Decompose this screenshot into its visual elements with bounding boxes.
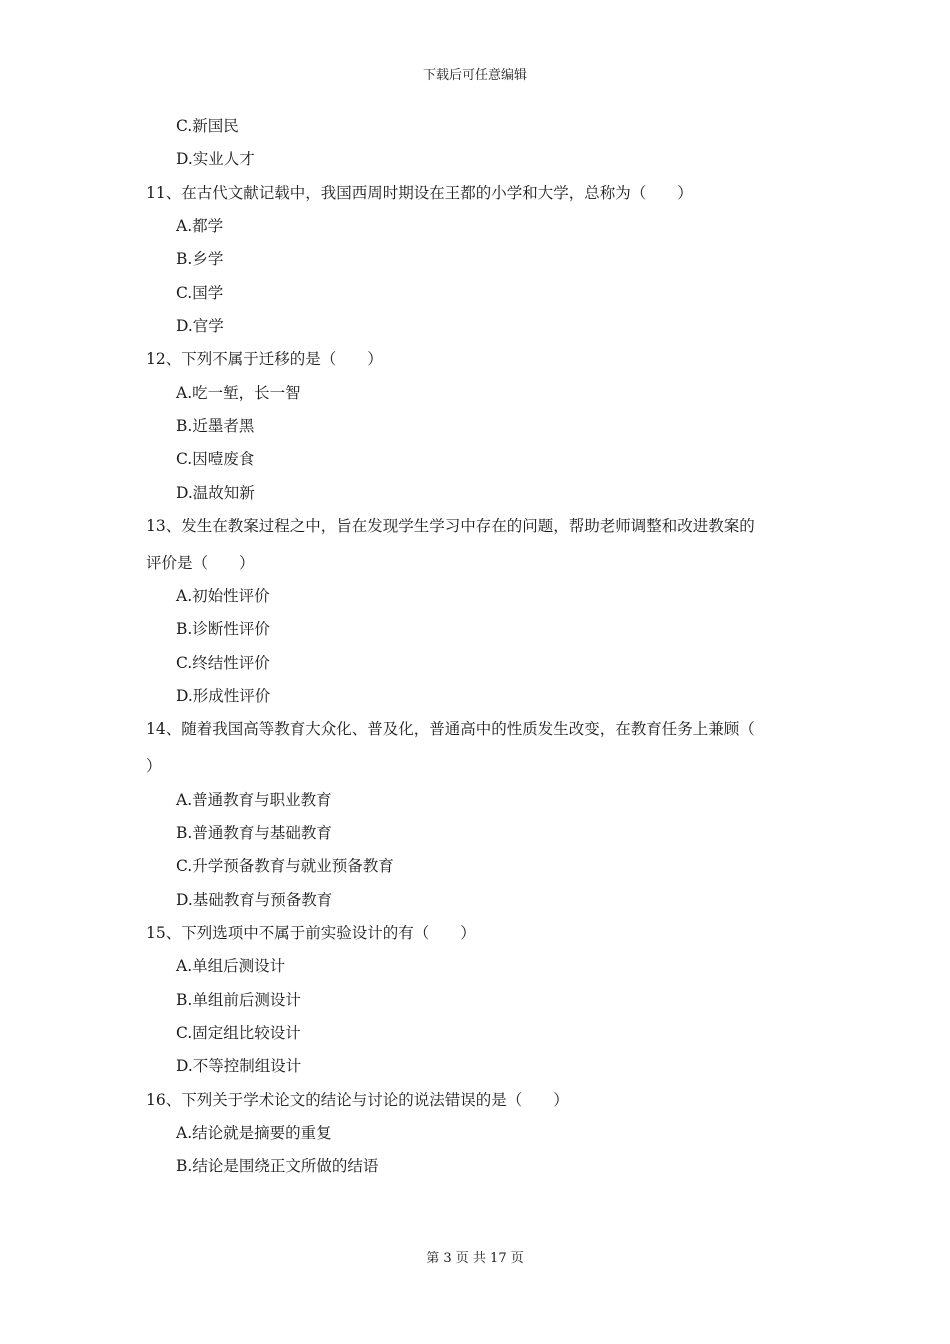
- option-line: A.都学: [176, 217, 224, 235]
- question-line: 评价是（ ）: [146, 554, 255, 572]
- option-line: A.初始性评价: [176, 587, 270, 605]
- option-line: C.终结性评价: [176, 654, 270, 672]
- question-line: 14、随着我国高等教育大众化、普及化，普通高中的性质发生改变，在教育任务上兼顾（: [146, 720, 755, 738]
- option-line: D.形成性评价: [176, 687, 271, 705]
- option-line: C.因噎废食: [176, 450, 255, 468]
- question-line: 13、发生在教案过程之中，旨在发现学生学习中存在的问题，帮助老师调整和改进教案的: [146, 517, 755, 535]
- option-line: A.普通教育与职业教育: [176, 791, 332, 809]
- option-line: D.温故知新: [176, 484, 255, 502]
- option-line: B.结论是围绕正文所做的结语: [176, 1157, 379, 1175]
- option-line: D.官学: [176, 317, 224, 335]
- option-line: B.单组前后测设计: [176, 991, 301, 1009]
- option-line: B.乡学: [176, 250, 224, 268]
- page-header: 下载后可任意编辑: [422, 68, 527, 83]
- question-line: 11、在古代文献记载中，我国西周时期设在王都的小学和大学，总称为（ ）: [146, 184, 693, 202]
- option-line: A.单组后测设计: [176, 957, 286, 975]
- question-line: 15、下列选项中不属于前实验设计的有（ ）: [146, 924, 476, 942]
- option-line: D.基础教育与预备教育: [176, 891, 333, 909]
- option-line: C.固定组比较设计: [176, 1024, 301, 1042]
- question-line: ）: [146, 757, 162, 775]
- option-line: B.近墨者黑: [176, 417, 255, 435]
- option-line: D.不等控制组设计: [176, 1057, 302, 1075]
- option-line: D.实业人才: [176, 150, 255, 168]
- question-line: 12、下列不属于迁移的是（ ）: [146, 350, 383, 368]
- option-line: C.升学预备教育与就业预备教育: [176, 857, 394, 875]
- option-line: B.普通教育与基础教育: [176, 824, 332, 842]
- option-line: C.国学: [176, 284, 224, 302]
- option-line: C.新国民: [176, 117, 239, 135]
- option-line: A.结论就是摘要的重复: [176, 1124, 332, 1142]
- option-line: A.吃一堑，长一智: [176, 384, 301, 402]
- option-line: B.诊断性评价: [176, 620, 270, 638]
- page-footer: 第 3 页 共 17 页: [426, 1251, 524, 1266]
- question-line: 16、下列关于学术论文的结论与讨论的说法错误的是（ ）: [146, 1091, 569, 1109]
